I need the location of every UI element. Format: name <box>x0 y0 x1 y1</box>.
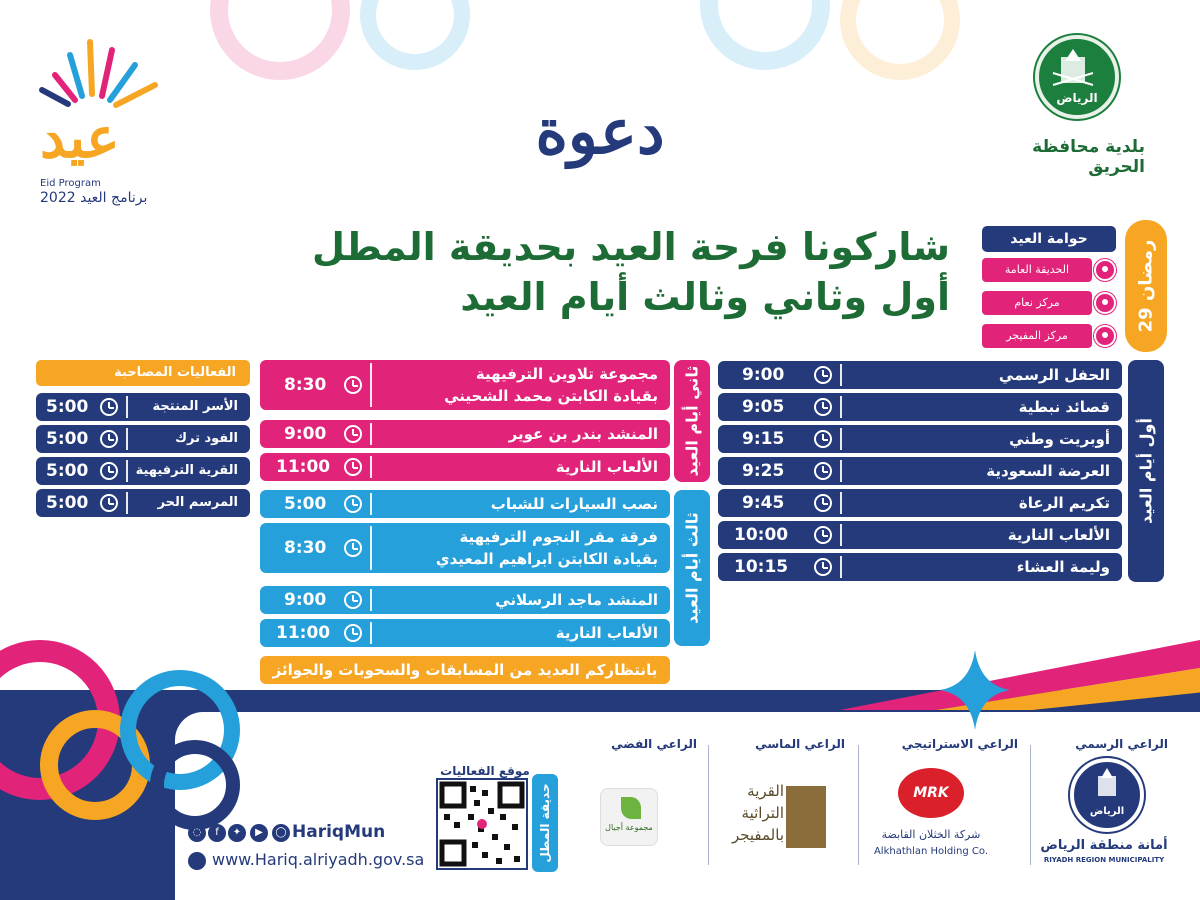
palm-swords-icon <box>1074 766 1140 806</box>
event-name: الحفل الرسمي <box>998 366 1110 384</box>
side-event-row <box>36 393 250 421</box>
event-time: 9:05 <box>742 397 785 417</box>
event-name <box>444 363 658 407</box>
clock-icon <box>344 376 362 394</box>
instagram-icon[interactable]: ◯ <box>272 824 290 842</box>
day3-label: ثالث أيام العيد <box>682 512 702 624</box>
event-time: 10:15 <box>734 557 789 577</box>
event-time: 8:30 <box>284 375 327 395</box>
event-time: 11:00 <box>276 623 331 643</box>
row-divider <box>126 460 128 482</box>
invitation-title: دعوة <box>535 95 665 168</box>
diamond-sponsor-label: الراعي الماسي <box>755 737 845 751</box>
event-time: 5:00 <box>284 494 327 514</box>
event-name: الألعاب النارية <box>555 458 658 476</box>
schedule-row <box>260 420 670 448</box>
side-event-row <box>36 489 250 517</box>
row-divider <box>370 456 372 478</box>
day1-tab <box>1128 360 1164 582</box>
silver-sponsor-label: الراعي الفضي <box>611 737 697 751</box>
clock-icon <box>344 495 362 513</box>
side-event-row <box>36 425 250 453</box>
side-event-time: 5:00 <box>46 493 89 513</box>
location-item <box>982 291 1116 315</box>
clock-icon <box>814 526 832 544</box>
prizes-note: بانتظاركم العديد من المسابقات والسحوبات والجوائز <box>260 656 670 684</box>
event-time: 8:30 <box>284 538 327 558</box>
row-divider <box>126 492 128 514</box>
background-decoration <box>840 0 960 80</box>
official-sponsor-label: الراعي الرسمي <box>1075 737 1168 751</box>
silver-sponsor-name: مجموعة أجيال <box>605 823 653 832</box>
location-pin-icon <box>1094 292 1116 314</box>
heritage-village-logo <box>728 768 838 863</box>
day2-label: ثاني أيام العيد <box>682 365 702 477</box>
location-item <box>982 258 1116 282</box>
event-name-line1: مجموعة تلاوين الترفيهية <box>475 365 658 383</box>
globe-icon <box>188 852 206 870</box>
side-event-time: 5:00 <box>46 429 89 449</box>
row-divider <box>840 396 842 418</box>
ramadan-date-tag <box>1125 220 1167 352</box>
twitter-icon[interactable]: ✦ <box>228 824 246 842</box>
schedule-row <box>260 523 670 573</box>
event-time: 9:45 <box>742 493 785 513</box>
tower-icon <box>786 786 826 848</box>
day2-tab <box>674 360 710 482</box>
schedule-row <box>718 521 1122 549</box>
clock-icon <box>814 494 832 512</box>
side-event-name: الأسر المنتجة <box>152 399 238 414</box>
official-sponsor-name: أمانة منطقة الرياض <box>1040 838 1168 853</box>
mrk-logo: MRK <box>898 768 964 818</box>
eid-program-logo <box>30 30 180 205</box>
clock-icon <box>344 591 362 609</box>
location-label: مركز المفيجر <box>982 324 1092 348</box>
headline <box>250 222 950 322</box>
event-name-line1: فرقة مقر النجوم الترفيهية <box>459 528 658 546</box>
event-time: 9:00 <box>284 424 327 444</box>
location-label: مركز نعام <box>982 291 1092 315</box>
row-divider <box>840 524 842 546</box>
location-label: الحديقة العامة <box>982 258 1092 282</box>
hawama-title: حوامة العيد <box>982 226 1116 252</box>
clock-icon <box>814 430 832 448</box>
event-time: 9:00 <box>284 590 327 610</box>
clock-icon <box>814 462 832 480</box>
clock-icon <box>344 458 362 476</box>
clock-icon <box>100 430 118 448</box>
event-name: المنشد بندر بن عوير <box>508 425 658 443</box>
event-name: الألعاب النارية <box>555 624 658 642</box>
schedule-row <box>260 453 670 481</box>
clock-icon <box>814 558 832 576</box>
background-decoration <box>700 0 830 70</box>
event-time: 9:00 <box>742 365 785 385</box>
schedule-row <box>260 619 670 647</box>
sparkle-icon <box>940 650 1010 730</box>
event-time: 10:00 <box>734 525 789 545</box>
municipality-logo <box>985 35 1145 177</box>
qr-code-icon <box>438 780 526 868</box>
website-link[interactable] <box>188 850 424 870</box>
background-decoration <box>360 0 470 70</box>
facebook-icon[interactable]: f <box>208 824 226 842</box>
sponsor-divider <box>1030 745 1031 865</box>
event-name-line2: بقيادة الكابتن محمد الشحيني <box>444 387 658 405</box>
event-name: الألعاب النارية <box>1007 526 1110 544</box>
background-decoration <box>210 0 350 80</box>
schedule-row <box>718 393 1122 421</box>
municipality-badge: الرياض <box>1056 91 1098 105</box>
headline-line1: شاركونا فرحة العيد بحديقة المطل <box>311 225 950 269</box>
row-divider <box>840 492 842 514</box>
event-name: العرضة السعودية <box>986 462 1110 480</box>
row-divider <box>840 460 842 482</box>
schedule-row <box>260 586 670 614</box>
youtube-icon[interactable]: ▶ <box>250 824 268 842</box>
location-pin-icon <box>1094 259 1116 281</box>
row-divider <box>370 363 372 407</box>
row-divider <box>840 364 842 386</box>
schedule-row <box>718 553 1122 581</box>
clock-icon <box>344 425 362 443</box>
eid-program-en: Eid Program <box>40 178 101 189</box>
schedule-row <box>718 457 1122 485</box>
riyadh-municipality-logo <box>1070 758 1144 832</box>
clock-icon <box>100 462 118 480</box>
side-event-time: 5:00 <box>46 397 89 417</box>
strategic-sponsor-name-en: Alkhathlan Holding Co. <box>873 846 989 857</box>
schedule-row <box>718 361 1122 389</box>
event-name: وليمة العشاء <box>1016 558 1110 576</box>
leaf-icon <box>621 797 641 819</box>
event-site-label: موقع الفعاليات <box>440 764 530 778</box>
qr-code[interactable] <box>436 778 528 870</box>
strategic-sponsor-name: شركة الخثلان القابضة <box>881 828 981 841</box>
fireworks-icon <box>30 30 180 110</box>
municipality-name: بلدية محافظة الحريق <box>1032 137 1145 177</box>
event-name-line2: بقيادة الكابتن ابراهيم المعيدي <box>435 550 658 568</box>
event-time: 9:15 <box>742 429 785 449</box>
event-name: قصائد نبطية <box>1018 398 1110 416</box>
row-divider <box>370 423 372 445</box>
schedule-row <box>718 489 1122 517</box>
day3-tab <box>674 490 710 646</box>
row-divider <box>370 622 372 644</box>
municipality-emblem <box>1035 35 1119 119</box>
event-name: تكريم الرعاة <box>1018 494 1110 512</box>
riyadh-badge-text: الرياض <box>1089 806 1125 817</box>
clock-icon <box>100 398 118 416</box>
park-tag-label: حديقة المطل <box>538 783 552 863</box>
row-divider <box>840 428 842 450</box>
park-tag <box>532 774 558 872</box>
schedule-row <box>718 425 1122 453</box>
location-item <box>982 324 1116 348</box>
social-handle[interactable]: HariqMun <box>292 822 386 842</box>
snapchat-icon[interactable]: ◌ <box>188 824 206 842</box>
clock-icon <box>814 366 832 384</box>
side-event-name: المرسم الحر <box>157 495 238 510</box>
diamond-sponsor-name: القرية التراثية بالمفيجر <box>731 782 784 844</box>
schedule-row <box>260 360 670 410</box>
row-divider <box>840 556 842 578</box>
event-name: المنشد ماجد الرسلاني <box>495 591 658 609</box>
swirl-shape <box>150 740 240 830</box>
event-time: 9:25 <box>742 461 785 481</box>
event-name: نصب السيارات للشباب <box>490 495 658 513</box>
row-divider <box>370 493 372 515</box>
website-url[interactable]: www.Hariq.alriyadh.gov.sa <box>212 850 425 869</box>
ajyal-group-logo <box>600 788 658 846</box>
location-pin-icon <box>1094 325 1116 347</box>
side-events-title: الفعاليات المصاحبة <box>36 360 250 386</box>
side-event-name: القرية الترفيهية <box>135 463 238 478</box>
ramadan-date-label: 29 رمضان <box>1135 239 1157 333</box>
row-divider <box>370 589 372 611</box>
day1-label: أول أيام العيد <box>1136 418 1156 524</box>
official-sponsor-name-en: RIYADH REGION MUNICIPALITY <box>1043 856 1165 864</box>
side-event-time: 5:00 <box>46 461 89 481</box>
event-time: 11:00 <box>276 457 331 477</box>
clock-icon <box>344 539 362 557</box>
event-name <box>436 526 658 570</box>
sponsor-divider <box>858 745 859 865</box>
clock-icon <box>814 398 832 416</box>
row-divider <box>126 396 128 418</box>
clock-icon <box>344 624 362 642</box>
schedule-row <box>260 490 670 518</box>
row-divider <box>126 428 128 450</box>
clock-icon <box>100 494 118 512</box>
strategic-sponsor-label: الراعي الاستراتيجي <box>901 737 1018 751</box>
side-event-row <box>36 457 250 485</box>
side-event-name: الفود ترك <box>175 431 238 446</box>
sponsor-divider <box>708 745 709 865</box>
eid-logo-word: عيد <box>40 105 120 171</box>
eid-program-ar: 2022 برنامج العيد <box>40 190 148 206</box>
event-name: أوبريت وطني <box>1009 430 1110 448</box>
row-divider <box>370 526 372 570</box>
headline-line2: أول وثاني وثالث أيام العيد <box>460 275 950 319</box>
